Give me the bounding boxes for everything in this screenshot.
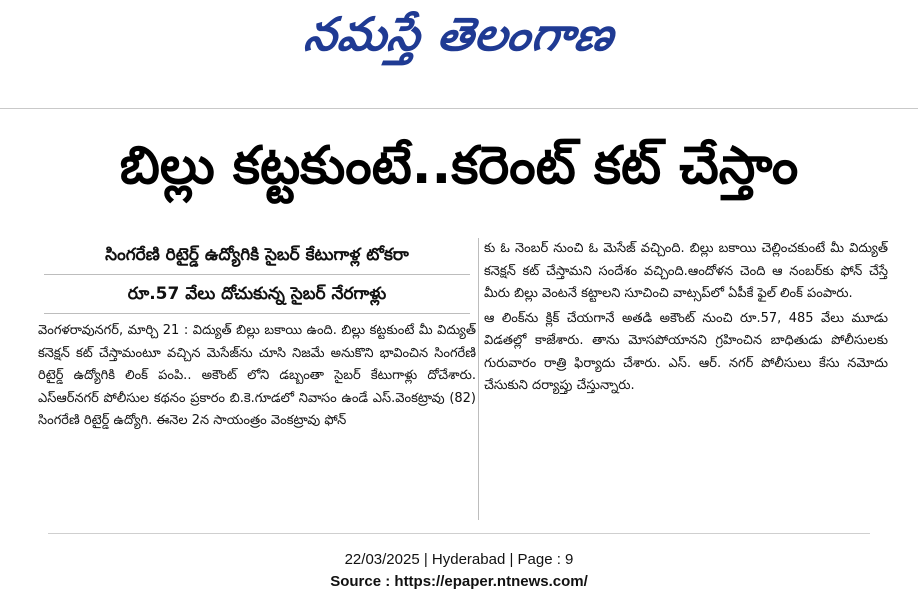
column-divider <box>478 238 479 520</box>
article-body-left <box>38 320 476 510</box>
edition-info: 22/03/2025 | Hyderabad | Page : 9 <box>344 551 574 568</box>
left-column <box>38 236 476 510</box>
right-column <box>484 238 888 398</box>
masthead <box>0 0 918 80</box>
source-link[interactable]: Source : https://epaper.ntnews.com/ <box>330 573 588 590</box>
newspaper-logo: నమస్తే తెలంగాణ <box>301 7 619 61</box>
article-body-right <box>484 238 888 398</box>
subheadline-1: సింగరేణి రిటైర్డ్ ఉద్యోగికి సైబర్ కేటుగాళ్ల టోకరా <box>105 245 409 265</box>
footer-divider <box>48 533 870 534</box>
article-headline: బిల్లు కట్టకుంటే..కరెంట్ కట్ చేస్తాం <box>119 135 799 196</box>
footer <box>0 549 918 593</box>
subheadline-2: రూ.57 వేలు దోచుకున్న సైబర్ నేరగాళ్లు <box>127 284 387 304</box>
masthead-divider <box>0 108 918 109</box>
paragraph: కు ఓ నెంబర్ నుంచి ఓ మెసేజ్ వచ్చింది. బిల్లు బకాయి చెల్లించకుంటే మీ విద్యుత్ కనెక్షన్ కట్ చేస్తామని సందేశం వచ్చింది.ఆందోళన చెంది ఆ నంబర్‌కు ఫోన్ చేస్తే మీరు బిల్లు వెంటనే కట్టాలని సూచించి వాట్సప్‌లో ఏపీకే ఫైల్ లింక్ పంపారు. <box>484 241 888 301</box>
paragraph: ఆ లింక్‌ను క్లిక్ చేయగానే అతడి అకౌంట్ నుంచి రూ.57, 485 వేలు మూడు విడతల్లో కాజేశారు. తాను మోసపోయానని గ్రహించిన బాధితుడు పోలీసులకు గురువారం రాత్రి ఫిర్యాదు చేశారు. ఎస్. ఆర్. నగర్ పోలీసులు కేసు నమోదు చేసుకుని దర్యాప్తు చేస్తున్నారు. <box>484 310 888 393</box>
subhead-divider <box>44 313 470 314</box>
paragraph: వెంగళరావునగర్, మార్చి 21 : విద్యుత్ బిల్లు బకాయి ఉంది. బిల్లు కట్టకుంటే మీ విద్యుత్ కనెక్షన్ కట్ చేస్తామంటూ వచ్చిన మెసేజ్‌ను చూసి నిజమే అనుకొని భావించిన సింగరేణి రిటైర్డ్ ఉద్యోగికి లింక్ పంపి.. అకౌంట్ లోని డబ్బంతా సైబర్ కేటుగాళ్లు దోచేశారు. ఎస్ఆర్‌నగర్ పోలీసుల కథనం ప్రకారం బి.కె.గూడలో నివాసం ఉండే ఎస్.వెంకట్రావు (82) సింగరేణి రిటైర్డ్ ఉద్యోగి. ఈనెల 2న సాయంత్రం వెంకట్రావు ఫోన్ <box>38 323 476 428</box>
